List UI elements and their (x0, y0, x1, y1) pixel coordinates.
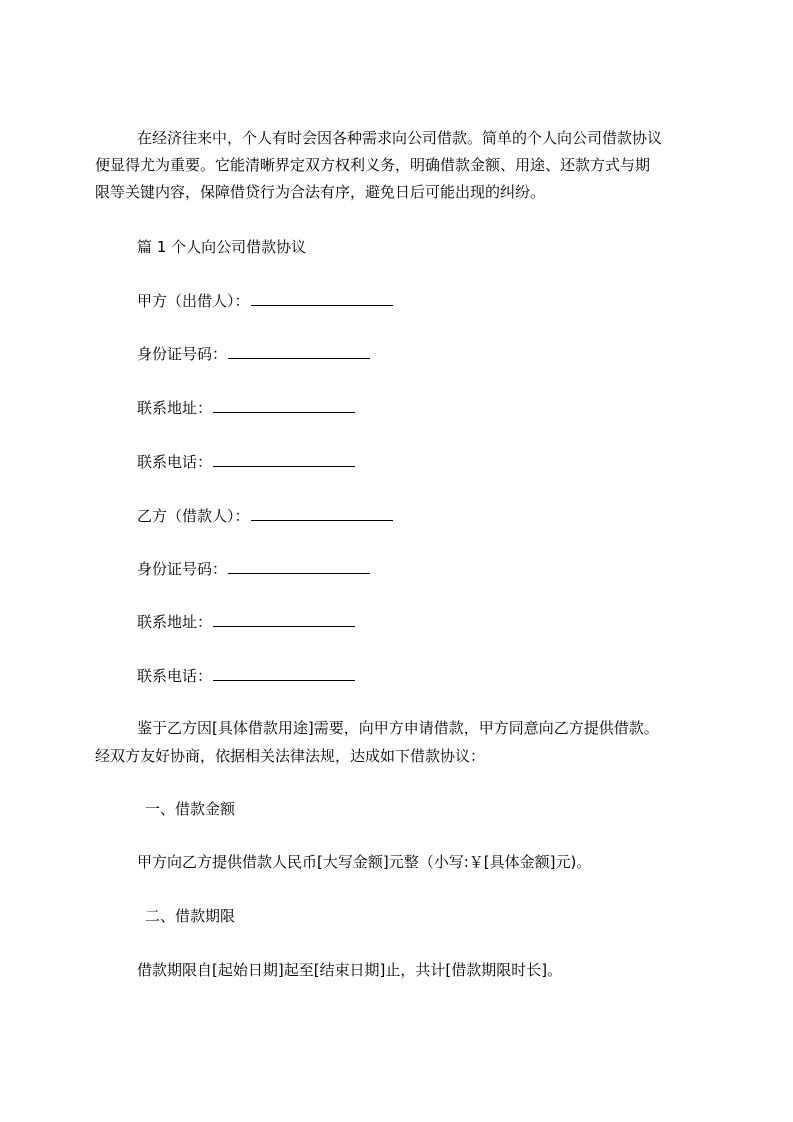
party-a-address-blank (213, 398, 355, 413)
party-b-label: 乙方（借款人）： (137, 507, 250, 525)
party-b-id-label: 身份证号码： (137, 560, 228, 578)
clause-2-body: 借款期限自[起始日期]起至[结束日期]止，共计[借款期限时长]。 (137, 961, 563, 979)
party-b-id-blank (228, 559, 370, 574)
party-a-phone-label: 联系电话： (137, 453, 213, 471)
party-b-blank (251, 506, 393, 521)
intro-line-1: 在经济往来中，个人有时会因各种需求向公司借款。简单的个人向公司借款协议 (137, 129, 663, 147)
party-a-row (137, 291, 393, 311)
party-b-phone-row (137, 666, 355, 686)
intro-line-3: 限等关键内容，保障借贷行为合法有序，避免日后可能出现的纠纷。 (95, 183, 546, 201)
party-a-id-label: 身份证号码： (137, 345, 228, 363)
party-a-blank (251, 291, 393, 306)
clause-1-body: 甲方向乙方提供借款人民币[大写金额]元整（小写:￥[具体金额]元)。 (137, 853, 592, 871)
party-b-phone-label: 联系电话： (137, 667, 213, 685)
intro-line-2: 便显得尤为重要。它能清晰界定双方权利义务，明确借款金额、用途、还款方式与期 (95, 156, 651, 174)
party-b-address-label: 联系地址： (137, 613, 213, 631)
clause-1-heading: 一、借款金额 (145, 800, 236, 818)
party-a-id-blank (228, 344, 370, 359)
party-a-phone-blank (213, 452, 355, 467)
party-a-label: 甲方（出借人）： (137, 292, 250, 310)
preamble-line-1: 鉴于乙方因[具体借款用途]需要，向甲方申请借款，甲方同意向乙方提供借款。 (137, 719, 659, 737)
party-b-address-blank (213, 612, 355, 627)
party-b-phone-blank (213, 666, 355, 681)
party-a-phone-row (137, 452, 355, 472)
party-b-address-row (137, 612, 355, 632)
party-b-id-row (137, 559, 370, 579)
party-a-id-row (137, 344, 370, 364)
section-title: 篇 1 个人向公司借款协议 (137, 238, 307, 256)
party-b-row (137, 506, 393, 526)
party-a-address-label: 联系地址： (137, 399, 213, 417)
clause-2-heading: 二、借款期限 (145, 907, 236, 925)
preamble-line-2: 经双方友好协商，依据相关法律法规，达成如下借款协议： (95, 747, 486, 765)
party-a-address-row (137, 398, 355, 418)
